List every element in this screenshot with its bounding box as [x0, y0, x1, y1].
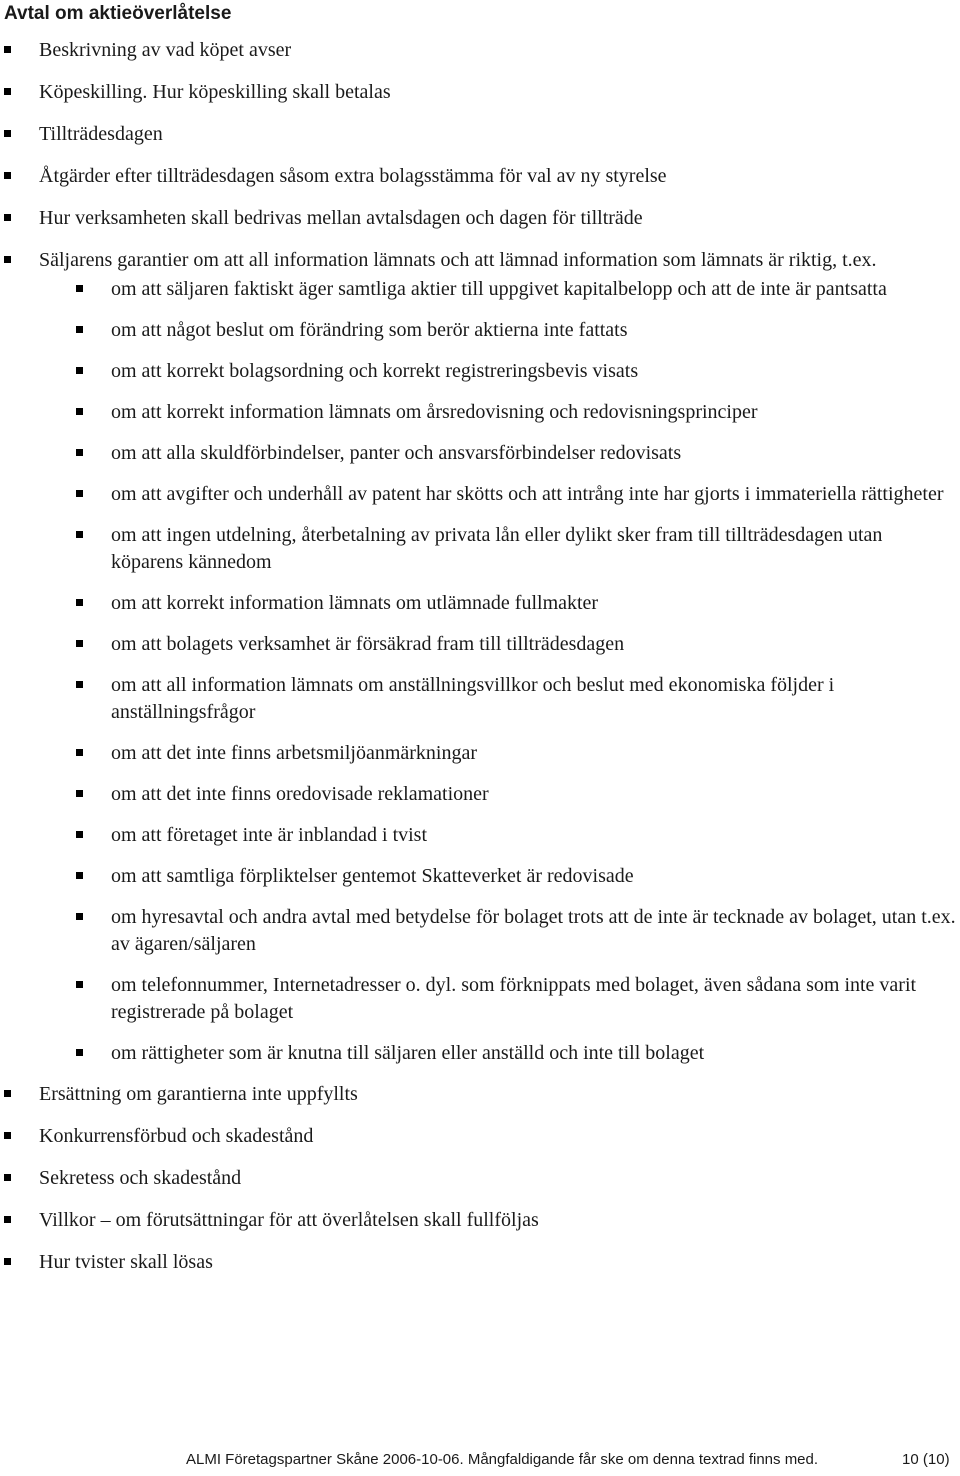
sub-list-item: [0, 904, 956, 958]
sub-list-item: [0, 590, 956, 617]
sub-list-item-text: om att något beslut om förändring som berör aktierna inte fattats: [111, 319, 628, 341]
list-item: [0, 1207, 956, 1234]
list-item-text: Köpeskilling. Hur köpeskilling skall betalas: [39, 81, 391, 103]
sub-list-item-text: om att säljaren faktiskt äger samtliga aktier till uppgivet kapitalbelopp och att de inte är pantsatta: [111, 278, 887, 300]
list-item-text: Ersättning om garantierna inte uppfyllts: [39, 1083, 358, 1105]
sub-list-item: [0, 631, 956, 658]
list-item: [0, 121, 956, 148]
square-bullet-icon: [76, 599, 83, 606]
sub-list-item-text: om att alla skuldförbindelser, panter och ansvarsförbindelser redovisats: [111, 442, 682, 464]
square-bullet-icon: [76, 449, 83, 456]
sub-list-item: [0, 440, 956, 467]
list-item: [0, 1165, 956, 1192]
page-number: 10 (10): [902, 1451, 950, 1468]
square-bullet-icon: [76, 831, 83, 838]
sub-list-item: [0, 317, 956, 344]
sub-list-item: [0, 358, 956, 385]
sub-list-item: [0, 481, 956, 508]
sub-list-item: [0, 972, 956, 1026]
square-bullet-icon: [76, 367, 83, 374]
sub-list-item-text: om att företaget inte är inblandad i tvist: [111, 824, 428, 846]
sub-list-item-text: om att avgifter och underhåll av patent har skötts och att intrång inte har gjorts i immateriella rättigheter: [111, 483, 944, 505]
sub-list-item: [0, 822, 956, 849]
sub-list-item-text: om att samtliga förpliktelser gentemot Skatteverket är redovisade: [111, 865, 634, 887]
square-bullet-icon: [4, 256, 11, 263]
square-bullet-icon: [4, 46, 11, 53]
page-title: Avtal om aktieöverlåtelse: [4, 3, 232, 24]
sub-list-item-text: om att all information lämnats om anställningsvillkor och beslut med ekonomiska följder i anställningsfrågor: [111, 674, 835, 723]
footer-text: ALMI Företagspartner Skåne 2006-10-06. Mångfaldigande får ske om denna textrad finns med.: [186, 1451, 819, 1468]
square-bullet-icon: [76, 285, 83, 292]
sub-list-item-text: om att korrekt information lämnats om årsredovisning och redovisningsprinciper: [111, 401, 758, 423]
sub-list-item-text: om att det inte finns oredovisade reklamationer: [111, 783, 489, 805]
list-item-text: Beskrivning av vad köpet avser: [39, 39, 292, 61]
square-bullet-icon: [4, 130, 11, 137]
square-bullet-icon: [4, 1216, 11, 1223]
square-bullet-icon: [76, 490, 83, 497]
square-bullet-icon: [76, 872, 83, 879]
list-item: [0, 79, 956, 106]
sub-list-item-text: om att ingen utdelning, återbetalning av privata lån eller dylikt sker fram till tillträdesdagen utan köparens kännedom: [111, 524, 883, 573]
square-bullet-icon: [4, 1174, 11, 1181]
square-bullet-icon: [4, 1258, 11, 1265]
sub-list-item: [0, 399, 956, 426]
list-item-garantier: [0, 247, 956, 1067]
sub-list-item: [0, 740, 956, 767]
list-item-text: Hur verksamheten skall bedrivas mellan avtalsdagen och dagen för tillträde: [39, 207, 643, 229]
list-item-text: Åtgärder efter tillträdesdagen såsom extra bolagsstämma för val av ny styrelse: [39, 165, 667, 187]
sub-list-item: [0, 672, 956, 726]
list-item: [0, 163, 956, 190]
sub-list-item: [0, 1040, 956, 1067]
sub-list-item-text: om att bolagets verksamhet är försäkrad fram till tillträdesdagen: [111, 633, 625, 655]
square-bullet-icon: [76, 326, 83, 333]
list-item: [0, 1249, 956, 1276]
square-bullet-icon: [4, 1090, 11, 1097]
square-bullet-icon: [4, 88, 11, 95]
list-item-text: Hur tvister skall lösas: [39, 1251, 213, 1273]
page-footer: [186, 1450, 950, 1470]
sub-list-item-text: om att korrekt bolagsordning och korrekt registreringsbevis visats: [111, 360, 639, 382]
garantier-sub-list: [39, 276, 956, 1067]
list-item-text: Konkurrensförbud och skadestånd: [39, 1125, 314, 1147]
sub-list-item-text: om hyresavtal och andra avtal med betydelse för bolaget trots att de inte är tecknade av bolaget, utan t.ex. av ägaren/säljaren: [111, 906, 956, 955]
square-bullet-icon: [76, 749, 83, 756]
sub-list-item: [0, 781, 956, 808]
list-item: [0, 37, 956, 64]
list-item-text: Sekretess och skadestånd: [39, 1167, 242, 1189]
square-bullet-icon: [76, 408, 83, 415]
sub-list-item-text: om att det inte finns arbetsmiljöanmärkningar: [111, 742, 478, 764]
sub-list-item: [0, 522, 956, 576]
main-bullet-list: [0, 37, 956, 1291]
square-bullet-icon: [76, 681, 83, 688]
list-item-text: Säljarens garantier om att all information lämnats och att lämnad information som lämnats är riktig, t.ex.: [39, 249, 877, 271]
sub-list-item-text: om att korrekt information lämnats om utlämnade fullmakter: [111, 592, 599, 614]
square-bullet-icon: [4, 172, 11, 179]
square-bullet-icon: [4, 214, 11, 221]
sub-list-item-text: om rättigheter som är knutna till säljaren eller anställd och inte till bolaget: [111, 1042, 705, 1064]
square-bullet-icon: [76, 790, 83, 797]
list-item-text: Villkor – om förutsättningar för att överlåtelsen skall fullföljas: [39, 1209, 539, 1231]
square-bullet-icon: [76, 640, 83, 647]
list-item-text: Tillträdesdagen: [39, 123, 163, 145]
square-bullet-icon: [76, 981, 83, 988]
sub-list-item: [0, 863, 956, 890]
square-bullet-icon: [4, 1132, 11, 1139]
square-bullet-icon: [76, 913, 83, 920]
square-bullet-icon: [76, 531, 83, 538]
list-item: [0, 205, 956, 232]
sub-list-item: [0, 276, 956, 303]
list-item: [0, 1081, 956, 1108]
sub-list-item-text: om telefonnummer, Internetadresser o. dyl. som förknippats med bolaget, även sådana som inte varit registrerade på bolaget: [111, 974, 917, 1023]
list-item: [0, 1123, 956, 1150]
square-bullet-icon: [76, 1049, 83, 1056]
